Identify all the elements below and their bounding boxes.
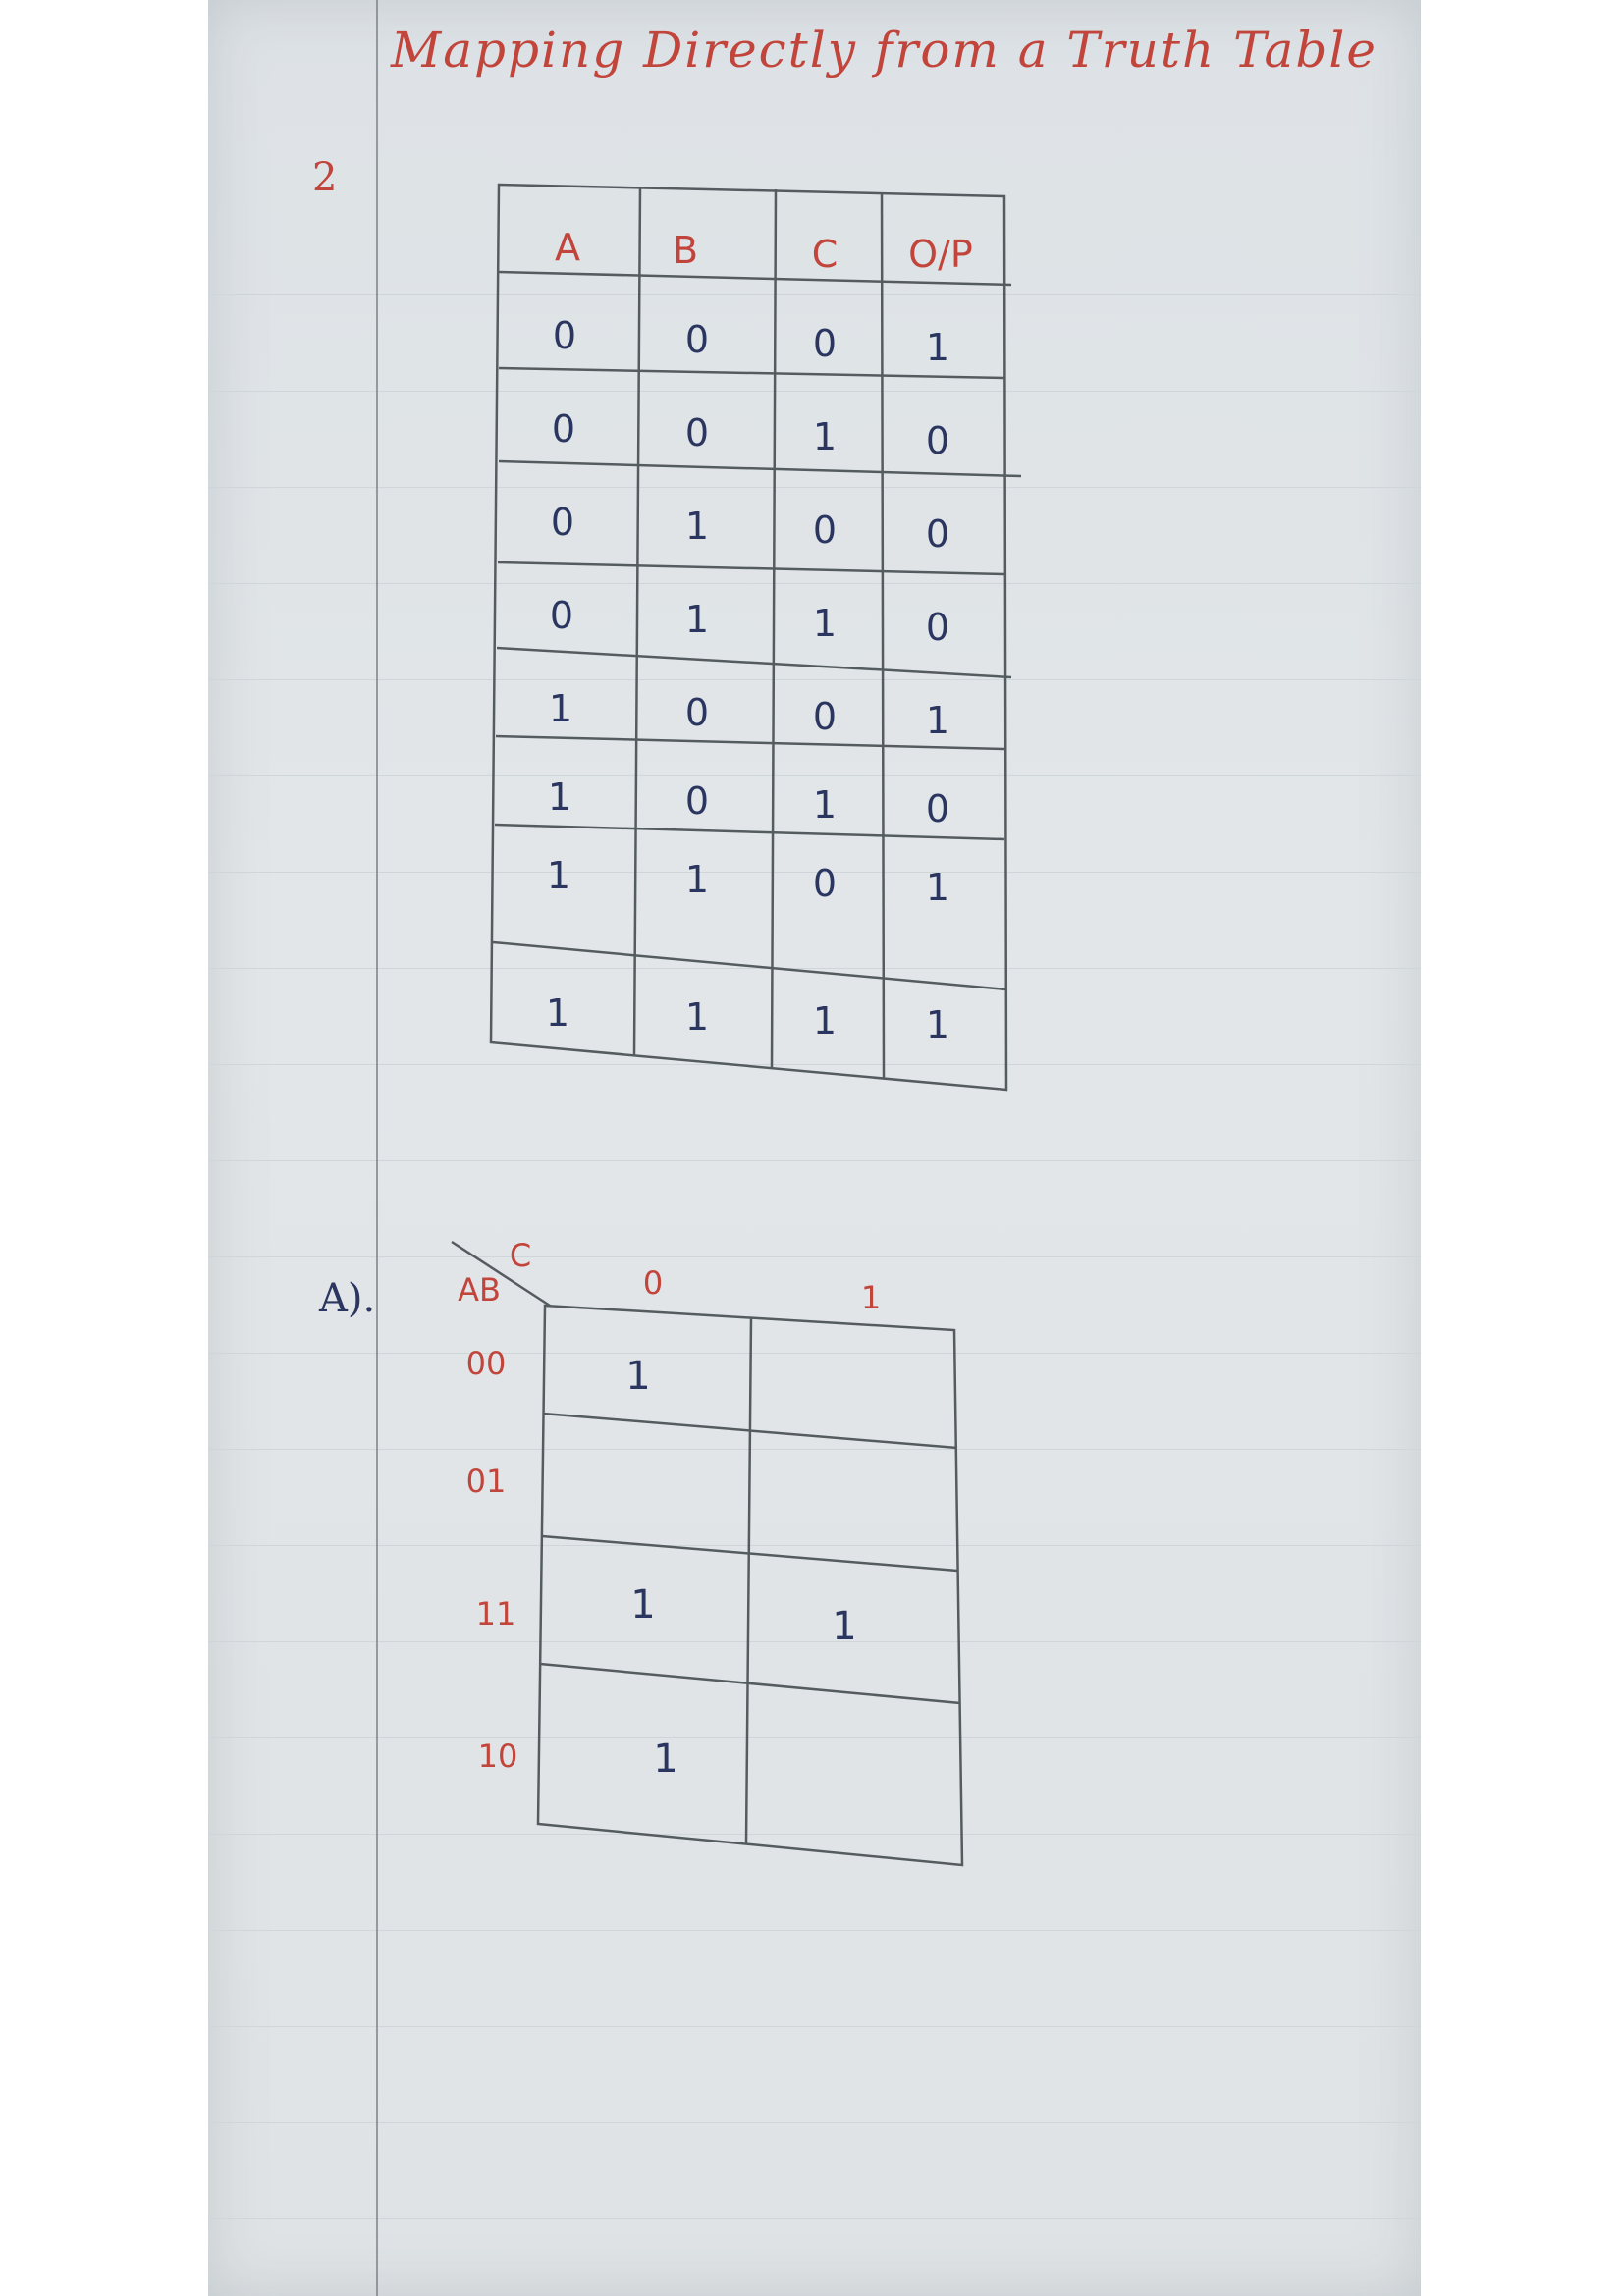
kmap-cell-11-1: 1 <box>832 1604 857 1649</box>
truth-table-cell-r7-op: 1 <box>925 866 950 909</box>
header-op: O/P <box>908 233 973 276</box>
truth-table-cell-r6-op: 0 <box>925 787 950 830</box>
truth-table-cell-r3-op: 0 <box>925 512 950 556</box>
truth-table-cell-r2-b: 0 <box>684 411 710 454</box>
truth-table-cell-r8-a: 1 <box>545 991 570 1035</box>
kmap-col-divider <box>746 1317 751 1843</box>
kmap-row-var: AB <box>458 1271 501 1308</box>
truth-table-col-divider-2 <box>772 189 776 1067</box>
truth-table-cell-r4-a: 0 <box>549 594 574 637</box>
answer-label: A). <box>319 1276 376 1321</box>
truth-table-cell-r3-a: 0 <box>550 501 575 544</box>
question-number: 2 <box>312 155 338 200</box>
truth-table-row-line-4 <box>497 648 1011 677</box>
truth-table-cell-r2-op: 0 <box>925 419 950 462</box>
kmap-col-header-0: 0 <box>642 1264 664 1302</box>
truth-table-cell-r6-a: 1 <box>547 775 572 819</box>
truth-table-cell-r6-c: 1 <box>812 783 838 827</box>
truth-table-cell-r5-c: 0 <box>812 695 838 738</box>
truth-table-col-divider-3 <box>882 192 884 1078</box>
kmap-cell-00-0: 1 <box>625 1354 651 1399</box>
truth-table-col-divider-1 <box>634 187 640 1055</box>
kmap-row-header-11: 11 <box>475 1595 516 1632</box>
kmap-labels <box>458 1237 881 1775</box>
header-a: A <box>555 226 580 269</box>
kmap-row-line-3 <box>540 1664 960 1703</box>
header-c: C <box>811 233 839 276</box>
kmap-cell-10-0: 1 <box>653 1736 678 1782</box>
truth-table-row-line-3 <box>498 562 1004 574</box>
truth-table-row-line-7 <box>493 942 1006 989</box>
truth-table-cell-r7-b: 1 <box>684 858 710 901</box>
truth-table-cell-r5-a: 1 <box>548 687 573 730</box>
truth-table-cell-r5-b: 0 <box>684 691 710 734</box>
truth-table-cell-r4-c: 1 <box>812 602 838 645</box>
truth-table-cell-r3-b: 1 <box>684 505 710 548</box>
truth-table-cell-r8-op: 1 <box>925 1003 950 1046</box>
truth-table-cell-r1-op: 1 <box>925 326 950 369</box>
truth-table-cell-r5-op: 1 <box>925 699 950 742</box>
truth-table-cell-r8-b: 1 <box>684 995 710 1039</box>
truth-table-headers <box>555 226 973 276</box>
truth-table-cell-r6-b: 0 <box>684 779 710 823</box>
truth-table-cell-r2-c: 1 <box>812 415 838 458</box>
header-b: B <box>672 229 699 272</box>
kmap-cell-11-0: 1 <box>630 1582 656 1628</box>
truth-table-cell-r1-c: 0 <box>812 322 838 365</box>
truth-table-cell-r2-a: 0 <box>551 407 576 451</box>
kmap-cells <box>625 1354 856 1782</box>
kmap-grid <box>452 1242 962 1865</box>
truth-table-row-line-1 <box>499 368 1004 378</box>
truth-table-cell-r1-b: 0 <box>684 318 710 361</box>
kmap-col-var: C <box>509 1237 532 1274</box>
truth-table-cell-r7-a: 1 <box>546 854 571 897</box>
truth-table-cell-r4-b: 1 <box>684 598 710 641</box>
truth-table-cell-r4-op: 0 <box>925 606 950 649</box>
kmap-col-header-1: 1 <box>860 1279 882 1316</box>
page-title: Mapping Directly from a Truth Table <box>391 22 1378 79</box>
truth-table-cell-r1-a: 0 <box>552 314 577 357</box>
kmap-row-header-10: 10 <box>477 1737 518 1775</box>
kmap-row-header-00: 00 <box>465 1345 507 1382</box>
truth-table-row-line-2 <box>499 461 1021 476</box>
kmap-row-header-01: 01 <box>465 1463 507 1500</box>
truth-table-body <box>546 314 949 1046</box>
truth-table-cell-r8-c: 1 <box>812 999 838 1042</box>
truth-table-cell-r7-c: 0 <box>812 862 838 905</box>
truth-table-cell-r3-c: 0 <box>812 508 838 552</box>
